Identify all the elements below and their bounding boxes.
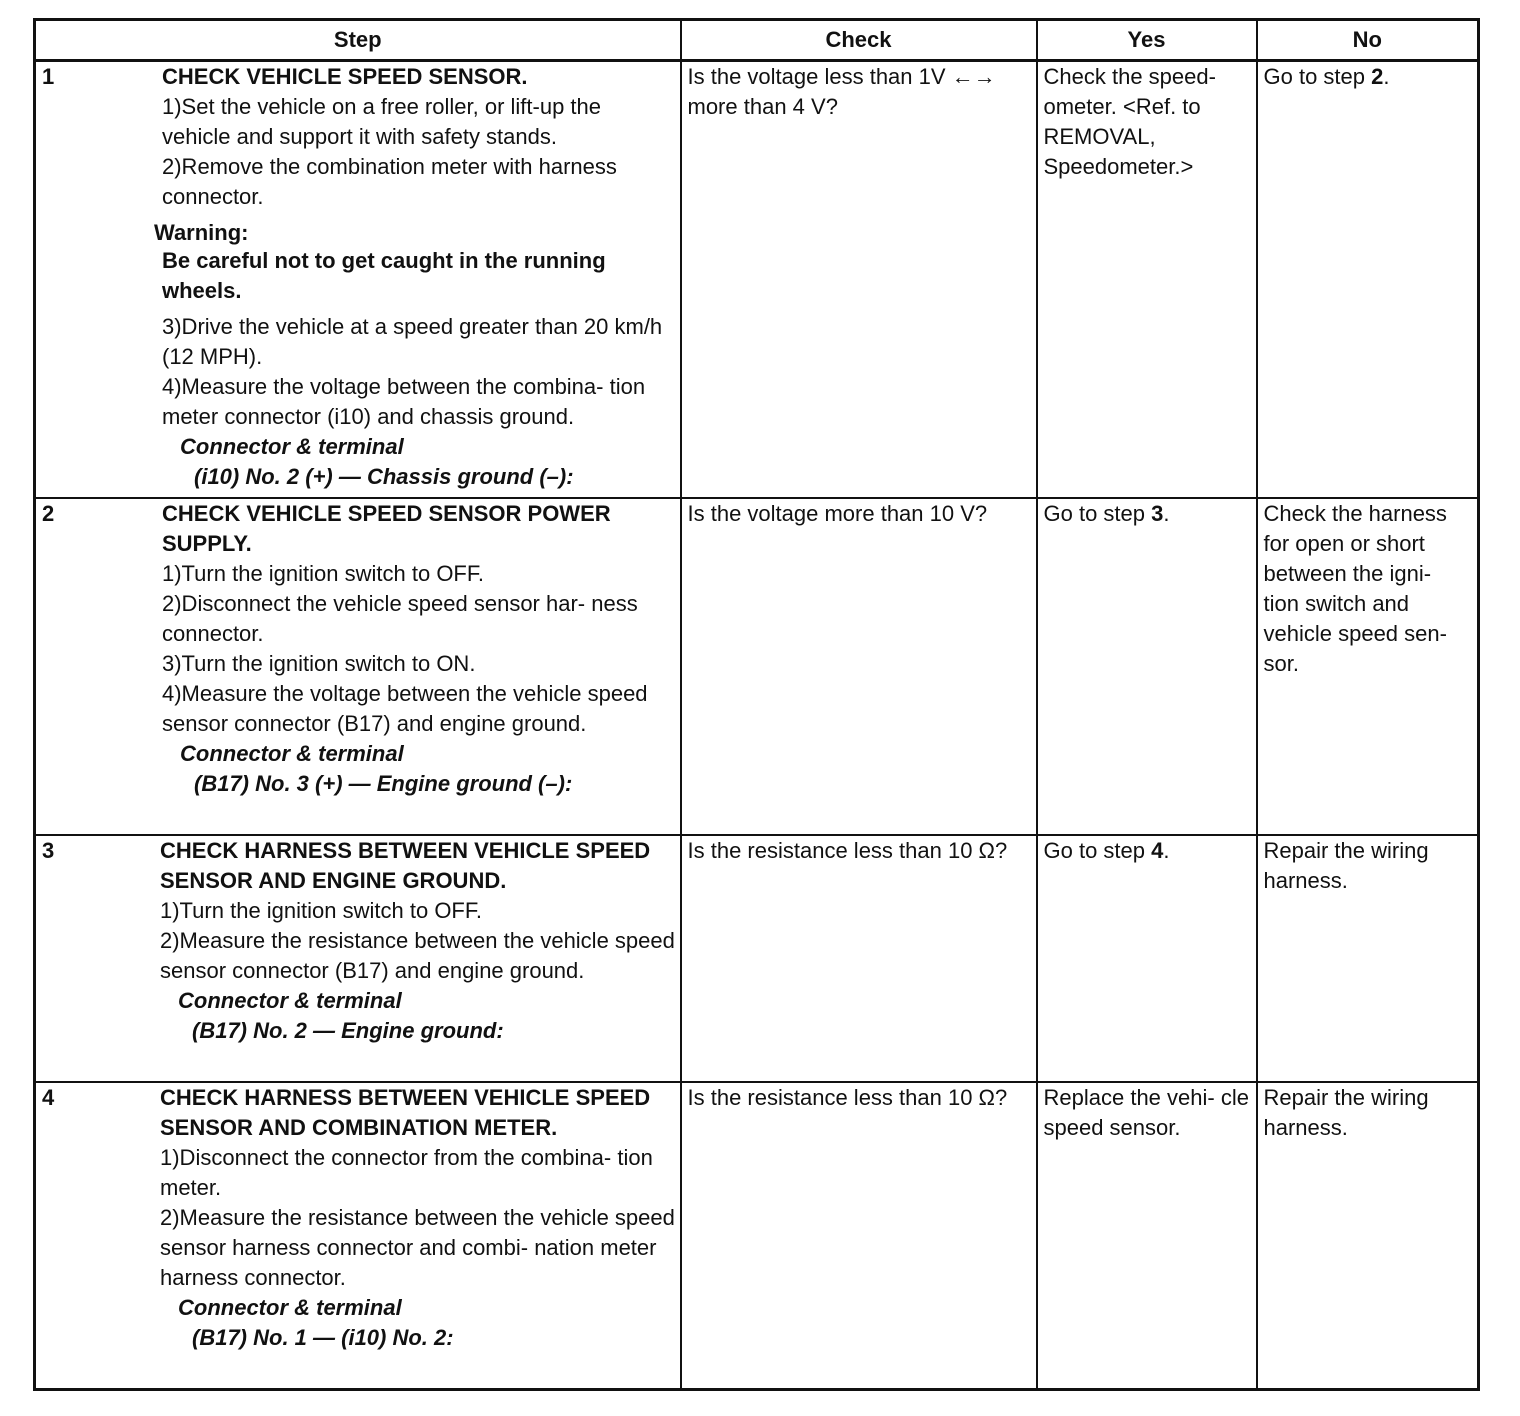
yes-cell: [1037, 835, 1257, 1082]
step-item: 1)Set the vehicle on a free roller, or lift-up the vehicle and support it with safety stands.: [162, 94, 602, 149]
yes-prefix: Go to step: [1043, 837, 1152, 863]
step-item: 1)Disconnect the connector from the combina- tion meter.: [160, 1144, 653, 1200]
step-item: 4)Measure the voltage between the combina- tion meter connector (i10) and chassis ground.: [162, 374, 646, 429]
table-row: [35, 61, 1479, 498]
warning-text: Be careful not to get caught in the running wheels.: [162, 248, 606, 303]
step-link: 2: [1371, 64, 1384, 89]
no-cell: Check the harness for open or short between the igni- tion switch and vehicle speed sen- sor.: [1257, 498, 1479, 835]
step-number: 4: [42, 1084, 55, 1110]
terminal-spec: (i10) No. 2 (+) — Chassis ground (–):: [194, 464, 574, 489]
table-header-row: [35, 20, 1479, 61]
step-item: 4)Measure the voltage between the vehicle speed sensor connector (B17) and engine ground.: [162, 680, 648, 736]
connector-label: Connector & terminal: [178, 987, 402, 1013]
table-row: [35, 1082, 1479, 1390]
step-number: 1: [42, 64, 55, 89]
step-title: CHECK VEHICLE SPEED SENSOR.: [162, 64, 528, 89]
step-item: 3)Drive the vehicle at a speed greater than 20 km/h (12 MPH).: [162, 314, 663, 369]
no-prefix: Go to step: [1263, 64, 1372, 89]
step-item: 1)Turn the ignition switch to OFF.: [160, 897, 482, 923]
header-check: Check: [681, 20, 1037, 61]
connector-label: Connector & terminal: [178, 1294, 402, 1320]
step-cell: [35, 1082, 681, 1390]
terminal-spec: (B17) No. 1 — (i10) No. 2:: [192, 1324, 454, 1350]
connector-label: Connector & terminal: [180, 434, 404, 459]
terminal-spec: (B17) No. 3 (+) — Engine ground (–):: [194, 770, 573, 796]
step-item: 2)Measure the resistance between the vehicle speed sensor harness connector and combi- nation meter harness connector.: [160, 1204, 675, 1290]
step-cell: [35, 835, 681, 1082]
connector-label: Connector & terminal: [180, 740, 404, 766]
header-step: Step: [35, 20, 681, 61]
step-cell: [35, 498, 681, 835]
step-title: CHECK VEHICLE SPEED SENSOR POWER SUPPLY.: [162, 500, 611, 556]
no-cell: Repair the wiring harness.: [1257, 1082, 1479, 1390]
check-cell: Is the resistance less than 10 Ω?: [681, 1082, 1037, 1390]
step-title: CHECK HARNESS BETWEEN VEHICLE SPEED SENSOR AND ENGINE GROUND.: [160, 837, 651, 893]
document-page: [33, 18, 1477, 1391]
yes-prefix: Go to step: [1043, 500, 1152, 526]
check-cell: Is the voltage more than 10 V?: [681, 498, 1037, 835]
step-link: 4: [1151, 837, 1164, 863]
step-item: 1)Turn the ignition switch to OFF.: [162, 560, 484, 586]
step-title: CHECK HARNESS BETWEEN VEHICLE SPEED SENSOR AND COMBINATION METER.: [160, 1084, 651, 1140]
step-link: 3: [1151, 500, 1164, 526]
no-suffix: .: [1383, 64, 1390, 89]
diagnostic-table: [33, 18, 1480, 1391]
yes-cell: Check the speed- ometer. <Ref. to REMOVAL, Speedometer.>: [1037, 61, 1257, 498]
no-cell: [1257, 61, 1479, 498]
yes-cell: [1037, 498, 1257, 835]
yes-suffix: .: [1163, 500, 1170, 526]
step-item: 2)Measure the resistance between the vehicle speed sensor connector (B17) and engine ground.: [160, 927, 675, 983]
step-item: 2)Disconnect the vehicle speed sensor har- ness connector.: [162, 590, 638, 646]
table-row: [35, 498, 1479, 835]
step-number: 3: [42, 837, 55, 863]
no-cell: Repair the wiring harness.: [1257, 835, 1479, 1082]
step-item: 3)Turn the ignition switch to ON.: [162, 650, 476, 676]
table-row: [35, 835, 1479, 1082]
yes-cell: Replace the vehi- cle speed sensor.: [1037, 1082, 1257, 1390]
check-cell: Is the voltage less than 1V ←→ more than 4 V?: [681, 61, 1037, 498]
warning-label: Warning:: [154, 220, 249, 245]
step-number: 2: [42, 500, 55, 526]
check-cell: Is the resistance less than 10 Ω?: [681, 835, 1037, 1082]
yes-suffix: .: [1163, 837, 1170, 863]
step-item: 2)Remove the combination meter with harness connector.: [162, 154, 617, 209]
header-no: No: [1257, 20, 1479, 61]
step-cell: [35, 61, 681, 498]
terminal-spec: (B17) No. 2 — Engine ground:: [192, 1017, 504, 1043]
header-yes: Yes: [1037, 20, 1257, 61]
